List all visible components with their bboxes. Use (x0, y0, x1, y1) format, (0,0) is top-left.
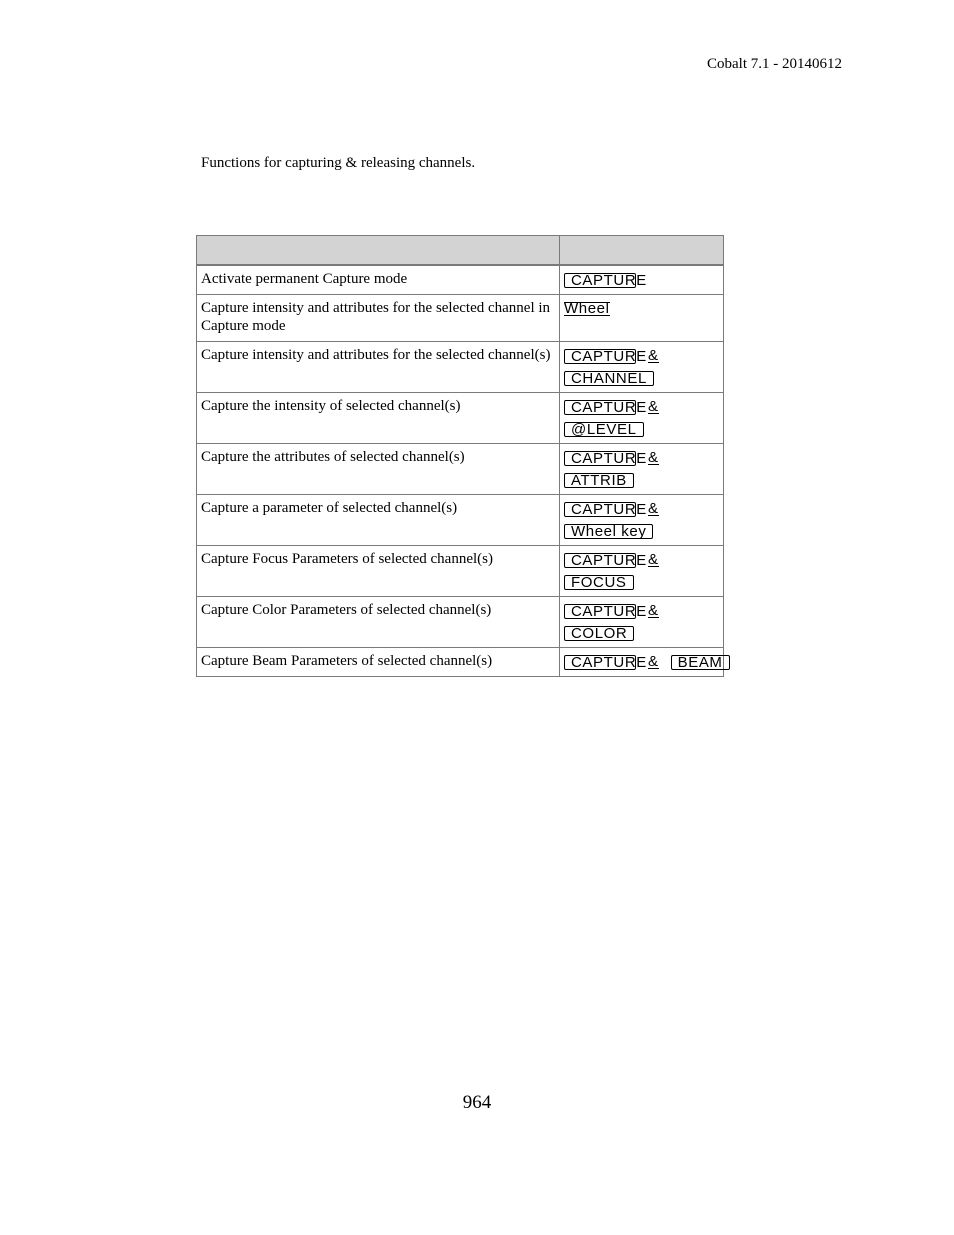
row-keys (560, 597, 724, 648)
intro-text: Functions for capturing & releasing channels. (201, 155, 476, 171)
key-combination-connector: & (648, 652, 659, 670)
table-row (197, 265, 724, 295)
header-cell-keys (560, 236, 724, 266)
key-combination-connector: & (648, 448, 659, 466)
table-row (197, 444, 724, 495)
row-keys (560, 295, 724, 342)
row-keys (560, 648, 724, 677)
table-row (197, 648, 724, 677)
row-description: Activate permanent Capture mode (197, 265, 560, 295)
capture-functions-table (196, 235, 724, 677)
capture-key: CAPTURE (564, 451, 636, 466)
key-combination-connector: & (648, 397, 659, 415)
row-description: Capture Color Parameters of selected channel(s) (197, 597, 560, 648)
wheel-key-button: Wheel key (564, 524, 653, 539)
row-keys (560, 265, 724, 295)
row-description: Capture the attributes of selected channel(s) (197, 444, 560, 495)
focus-key: FOCUS (564, 575, 634, 590)
capture-key: CAPTURE (564, 400, 636, 415)
row-description: Capture Beam Parameters of selected channel(s) (197, 648, 560, 677)
capture-key: CAPTURE (564, 604, 636, 619)
page-number: 964 (462, 1092, 492, 1113)
row-description: Capture intensity and attributes for the selected channel in Capture mode (197, 295, 560, 342)
channel-key: CHANNEL (564, 371, 654, 386)
row-description: Capture Focus Parameters of selected channel(s) (197, 546, 560, 597)
capture-key: CAPTURE (564, 273, 636, 288)
wheel-key: Wheel (564, 300, 610, 317)
key-combination-connector: & (648, 346, 659, 364)
key-combination-connector: & (648, 499, 659, 517)
capture-key: CAPTURE (564, 655, 636, 670)
row-keys (560, 393, 724, 444)
document-version-header: Cobalt 7.1 - 20140612 (707, 56, 842, 72)
key-combination-connector: & (648, 550, 659, 568)
table-row (197, 295, 724, 342)
table-row (197, 495, 724, 546)
row-description: Capture a parameter of selected channel(s) (197, 495, 560, 546)
capture-key: CAPTURE (564, 502, 636, 517)
row-keys (560, 546, 724, 597)
key-combination-connector: & (648, 601, 659, 619)
table-row (197, 393, 724, 444)
table-row (197, 342, 724, 393)
header-cell-function (197, 236, 560, 266)
color-key: COLOR (564, 626, 634, 641)
table-header-row (197, 236, 724, 266)
row-description: Capture intensity and attributes for the selected channel(s) (197, 342, 560, 393)
level-key: @LEVEL (564, 422, 644, 437)
row-keys (560, 495, 724, 546)
row-keys (560, 342, 724, 393)
table-row (197, 546, 724, 597)
attrib-key: ATTRIB (564, 473, 634, 488)
row-keys (560, 444, 724, 495)
row-description: Capture the intensity of selected channel(s) (197, 393, 560, 444)
capture-key: CAPTURE (564, 553, 636, 568)
beam-key: BEAM (671, 655, 730, 670)
table-row (197, 597, 724, 648)
capture-key: CAPTURE (564, 349, 636, 364)
